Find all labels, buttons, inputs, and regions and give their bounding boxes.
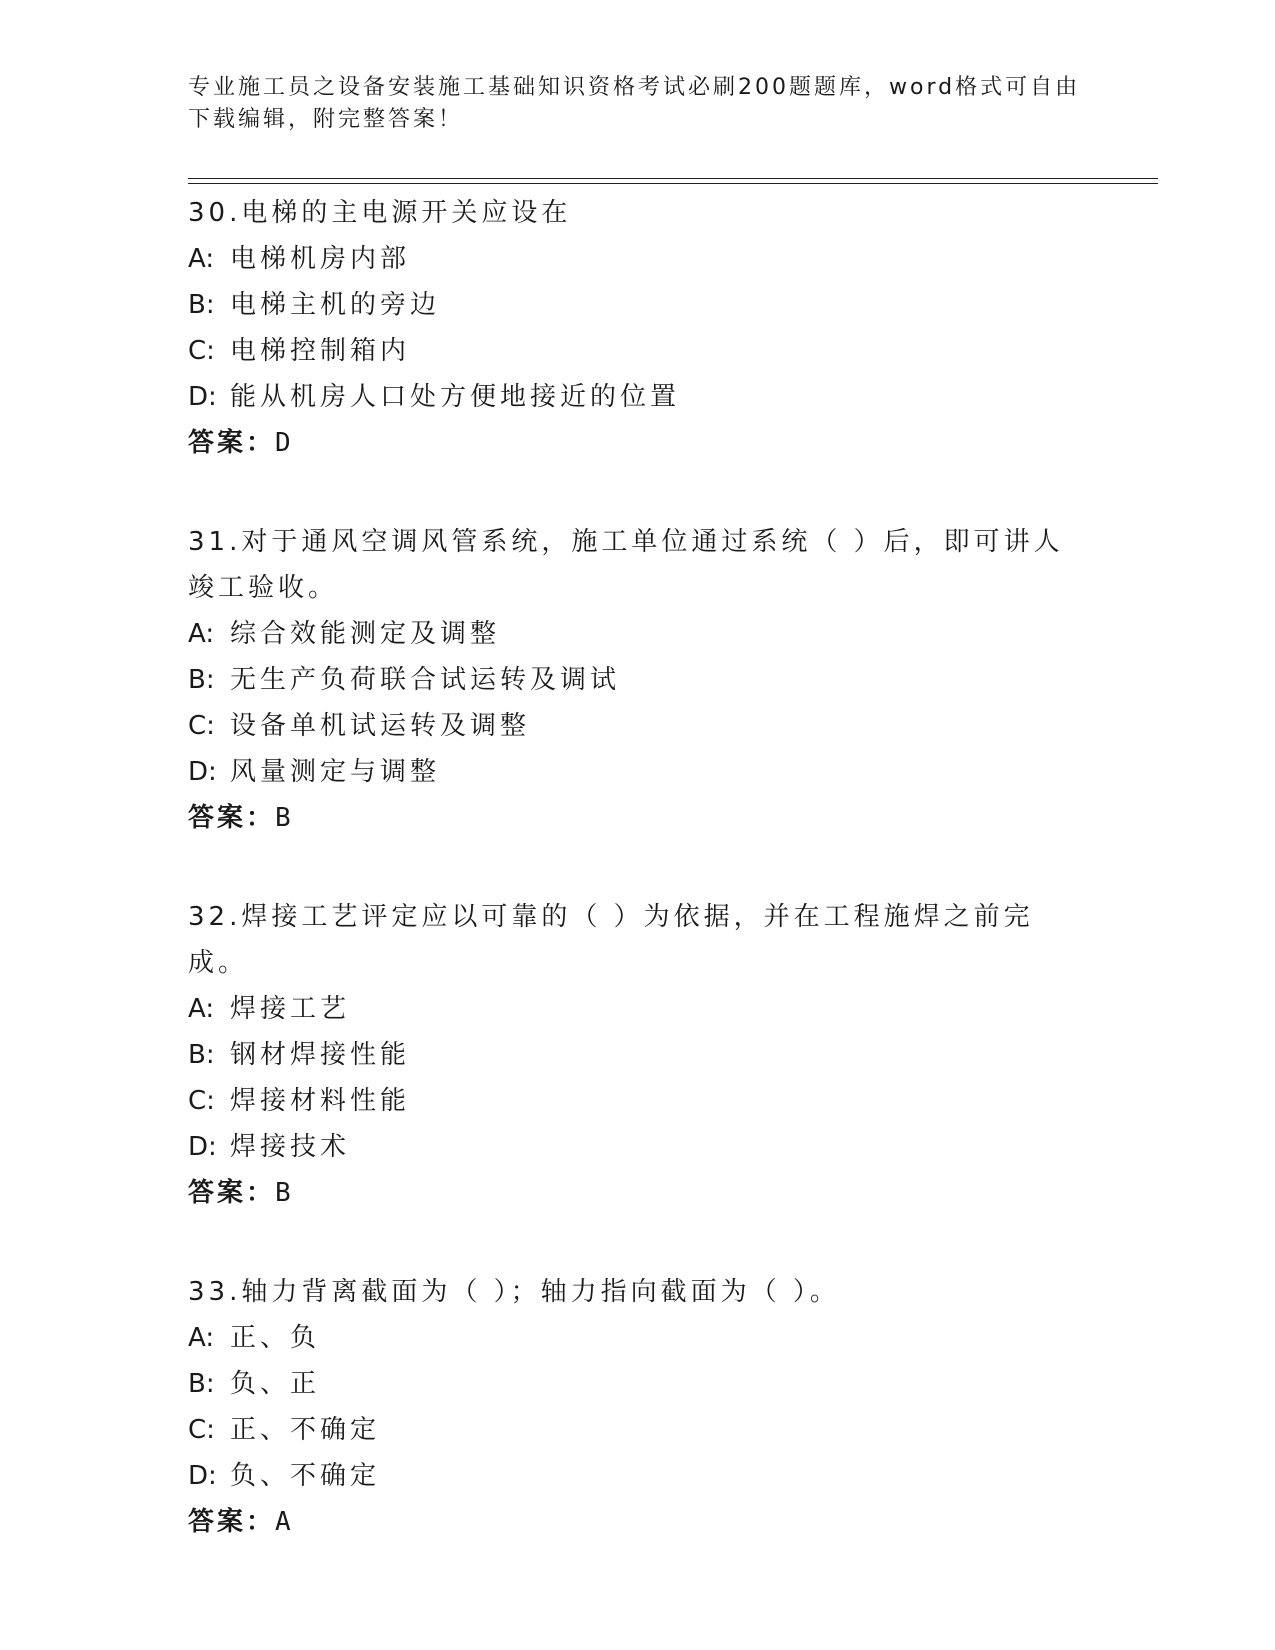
option-text: 无生产负荷联合试运转及调试 [230, 665, 621, 695]
option-text: 电梯机房内部 [230, 244, 411, 274]
header-divider-top [188, 178, 1158, 179]
option-text: 钢材焊接性能 [230, 1040, 411, 1070]
answer-label: 答案： [188, 1178, 276, 1208]
option-text: 负、不确定 [230, 1461, 381, 1491]
answer-label: 答案： [188, 803, 276, 833]
option-c [188, 1078, 1088, 1124]
option-text: 电梯控制箱内 [230, 336, 411, 366]
option-key: C: [188, 711, 215, 741]
option-key: A: [188, 619, 215, 649]
answer-line [188, 1499, 1088, 1545]
option-key: C: [188, 336, 215, 366]
option-a [188, 236, 1088, 282]
option-text: 负、正 [230, 1369, 321, 1399]
option-text: 设备单机试运转及调整 [230, 711, 531, 741]
option-b [188, 282, 1088, 328]
option-d [188, 1124, 1088, 1170]
answer-value: B [275, 803, 291, 833]
option-key: A: [188, 994, 215, 1024]
header-title: 专业施工员之设备安装施工基础知识资格考试必刷200题题库，word格式可自由下载编辑，附完整答案！ [188, 75, 1081, 132]
option-c [188, 703, 1088, 749]
option-key: D: [188, 757, 217, 787]
option-b [188, 657, 1088, 703]
answer-line [188, 795, 1088, 841]
option-text: 正、负 [230, 1323, 321, 1353]
question-stem: 30.电梯的主电源开关应设在 [188, 198, 572, 228]
question-list [188, 190, 1088, 1598]
option-text: 能从机房人口处方便地接近的位置 [230, 382, 681, 412]
answer-line [188, 420, 1088, 466]
option-text: 焊接材料性能 [230, 1086, 411, 1116]
option-text: 综合效能测定及调整 [230, 619, 501, 649]
option-d [188, 374, 1088, 420]
option-key: D: [188, 1461, 217, 1491]
option-key: C: [188, 1086, 215, 1116]
option-key: D: [188, 1132, 217, 1162]
option-key: A: [188, 1323, 215, 1353]
header-divider-bottom [188, 183, 1158, 184]
question-stem: 33.轴力背离截面为（ ）；轴力指向截面为（ ）。 [188, 1277, 840, 1307]
option-key: B: [188, 290, 215, 320]
answer-line [188, 1170, 1088, 1216]
option-key: C: [188, 1415, 215, 1445]
option-a [188, 1315, 1088, 1361]
option-text: 焊接工艺 [230, 994, 351, 1024]
option-text: 正、不确定 [230, 1415, 381, 1445]
question-30 [188, 190, 1088, 466]
answer-label: 答案： [188, 1507, 276, 1537]
answer-label: 答案： [188, 428, 276, 458]
question-stem: 31.对于通风空调风管系统，施工单位通过系统（ ）后，即可讲人竣工验收。 [188, 527, 1064, 603]
question-32 [188, 894, 1088, 1216]
option-b [188, 1361, 1088, 1407]
answer-value: A [275, 1507, 291, 1537]
option-d [188, 749, 1088, 795]
option-d [188, 1453, 1088, 1499]
option-c [188, 328, 1088, 374]
question-stem: 32.焊接工艺评定应以可靠的（ ）为依据，并在工程施焊之前完成。 [188, 902, 1034, 978]
option-key: D: [188, 382, 217, 412]
option-text: 电梯主机的旁边 [230, 290, 441, 320]
answer-value: B [275, 1178, 291, 1208]
document-header [188, 72, 1088, 136]
question-33 [188, 1269, 1088, 1545]
option-a [188, 986, 1088, 1032]
option-b [188, 1032, 1088, 1078]
option-key: B: [188, 665, 215, 695]
option-key: B: [188, 1040, 215, 1070]
question-31 [188, 519, 1088, 841]
option-key: B: [188, 1369, 215, 1399]
option-key: A: [188, 244, 215, 274]
answer-value: D [275, 428, 291, 458]
option-a [188, 611, 1088, 657]
option-text: 风量测定与调整 [230, 757, 441, 787]
option-text: 焊接技术 [230, 1132, 351, 1162]
option-c [188, 1407, 1088, 1453]
